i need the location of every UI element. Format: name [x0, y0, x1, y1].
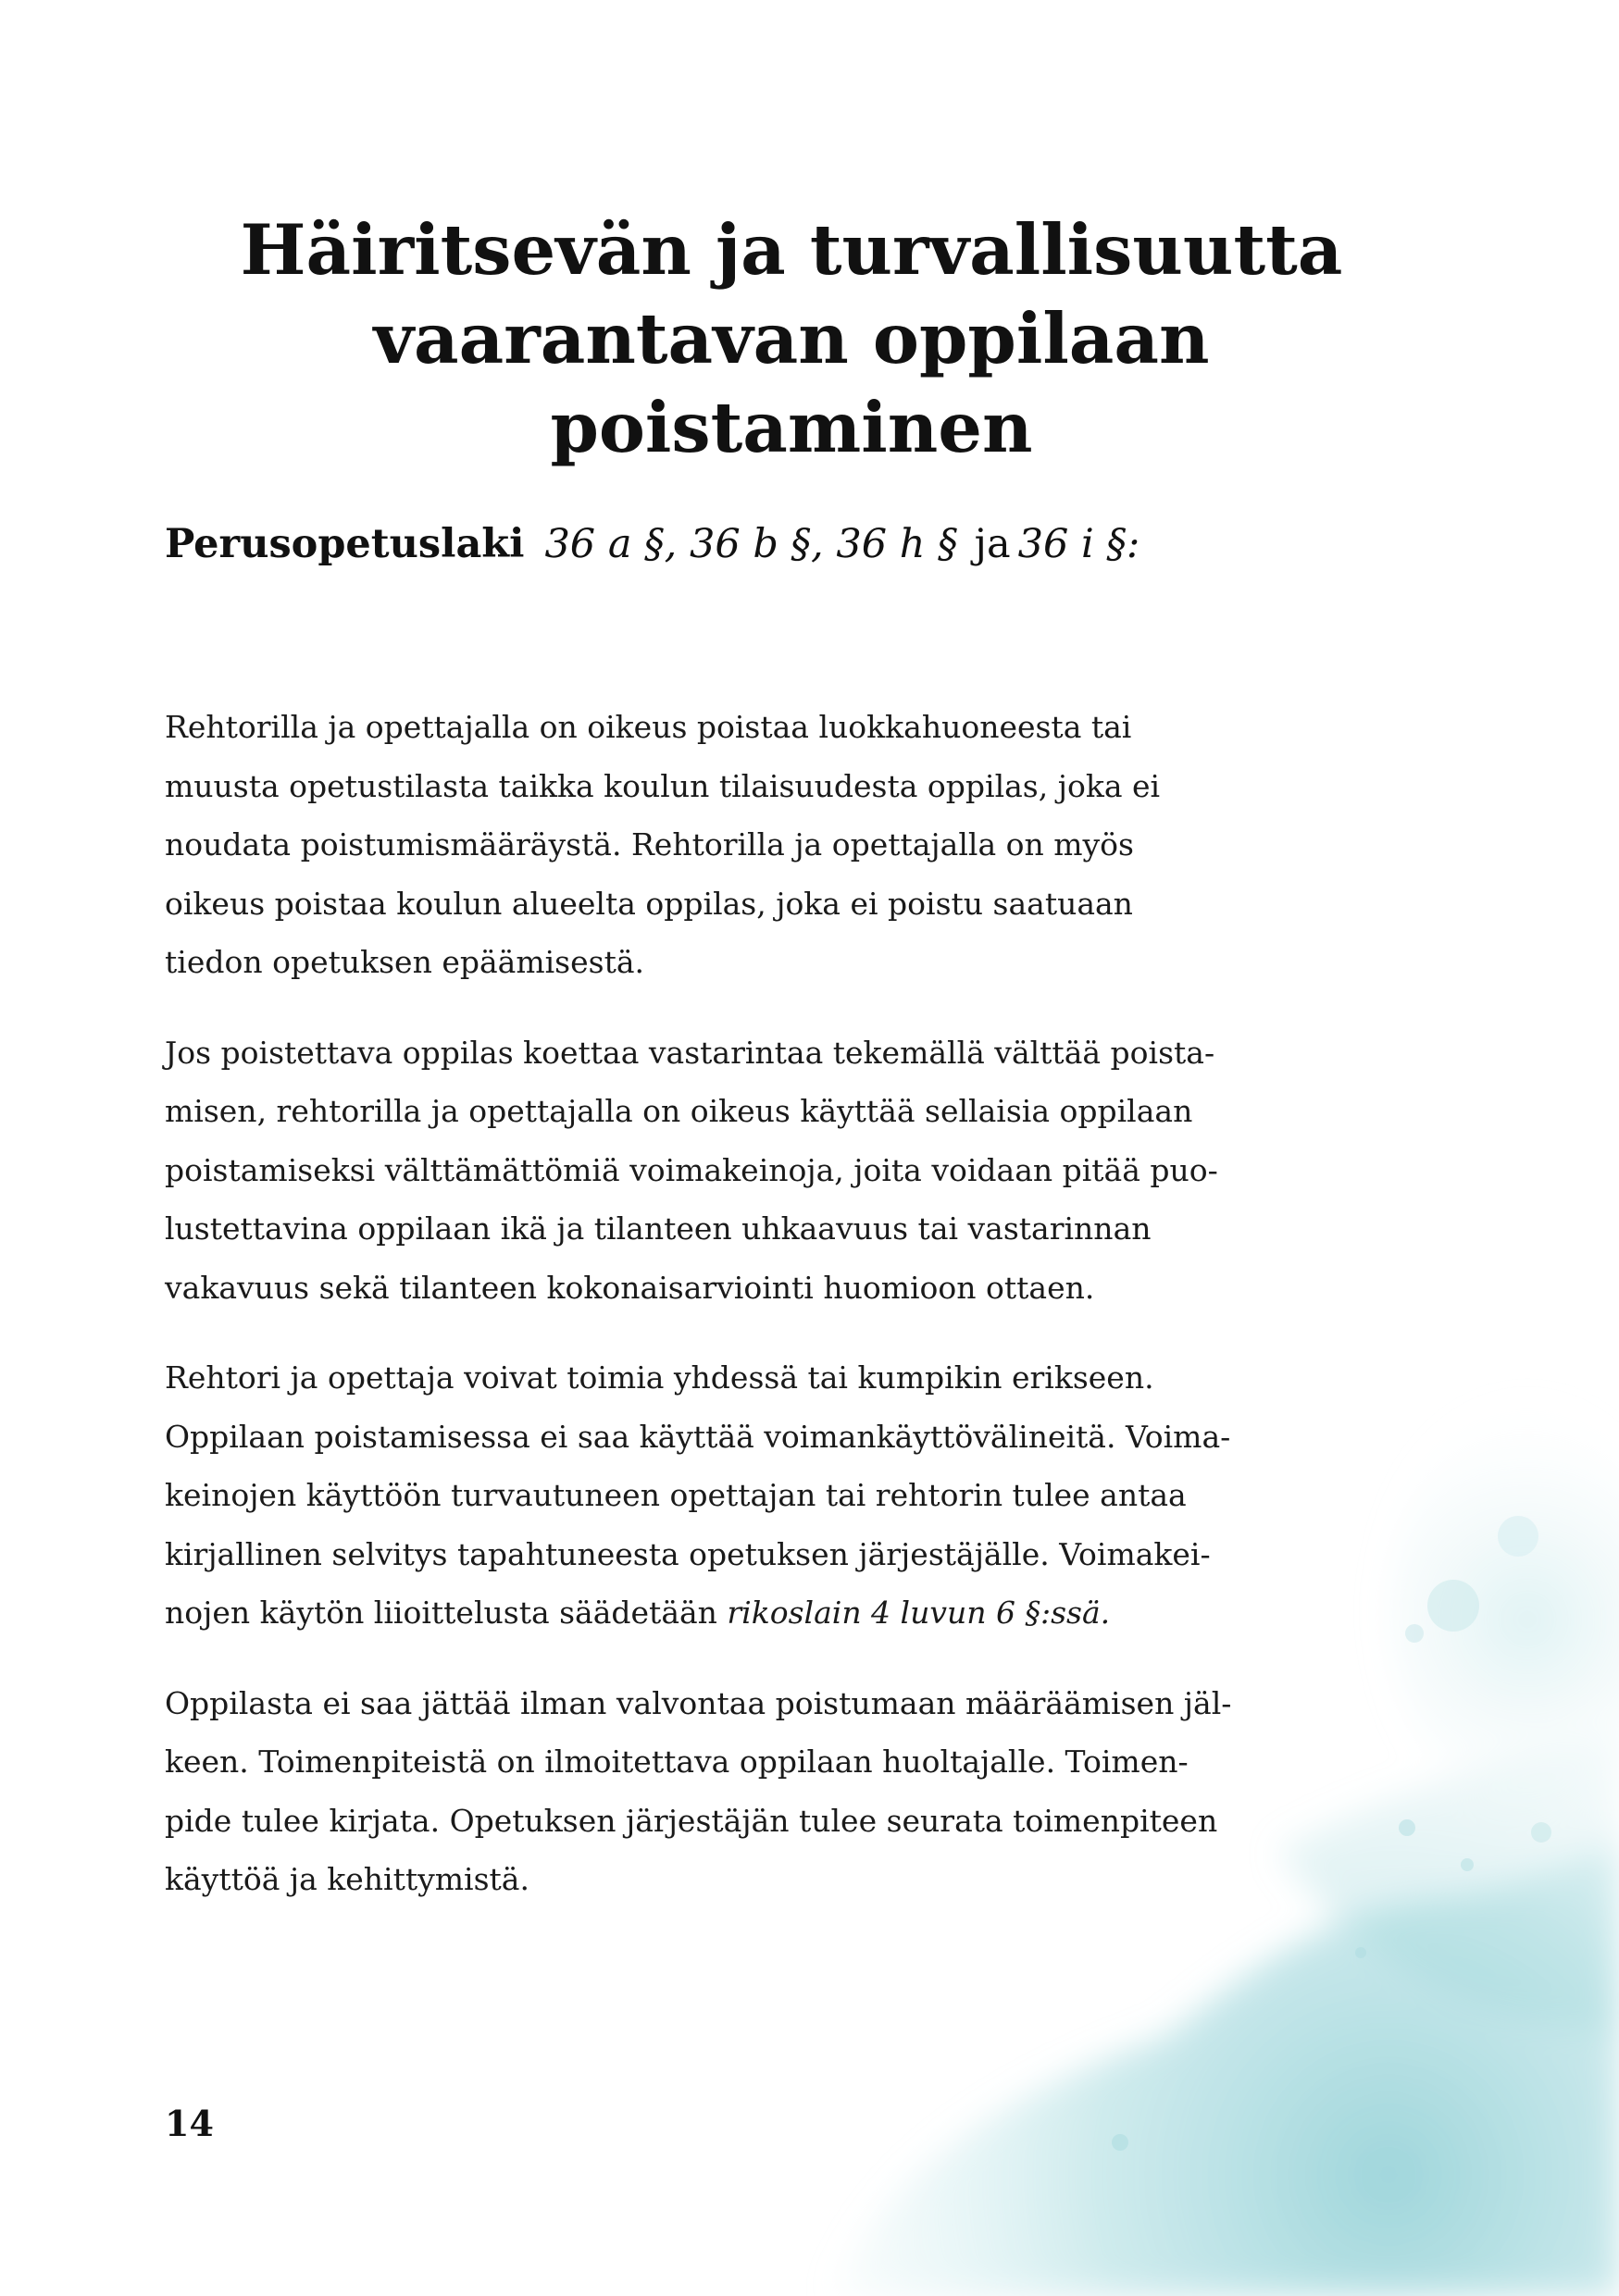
title-line-1: Häiritsevän ja turvallisuutta — [240, 209, 1343, 291]
page-number: 14 — [165, 2103, 214, 2144]
text-line: Rehtori ja opettaja voivat toimia yhdessä tai kumpikin erikseen. — [165, 1359, 1154, 1396]
law-sections: 36 a §, 36 b §, 36 h § — [544, 521, 958, 567]
law-conjunction: ja — [974, 521, 1011, 567]
text-line: Oppilasta ei saa jättää ilman valvontaa poistumaan määräämisen jäl- — [165, 1684, 1232, 1721]
text-line: muusta opetustilasta taikka koulun tilaisuudesta oppilas, joka ei — [165, 767, 1161, 804]
body-text — [165, 698, 1433, 1941]
paragraph-3 — [165, 1348, 1433, 1643]
text-fragment: nojen käytön liioittelusta säädetään — [165, 1595, 728, 1631]
law-last-section: 36 i §: — [1017, 521, 1140, 567]
paragraph-1 — [165, 698, 1433, 992]
text-line: kirjallinen selvitys tapahtuneesta opetuksen järjestäjälle. Voimakei- — [165, 1535, 1211, 1572]
law-citation: rikoslain 4 luvun 6 §:ssä. — [727, 1595, 1111, 1631]
text-line: keinojen käyttöön turvautuneen opettajan tai rehtorin tulee antaa — [165, 1477, 1187, 1513]
text-line: noudata poistumismääräystä. Rehtorilla ja opettajalla on myös — [165, 826, 1134, 863]
text-line: Jos poistettava oppilas koettaa vastarintaa tekemällä välttää poista- — [165, 1034, 1215, 1071]
title-line-2: vaarantavan oppilaan poistaminen — [373, 298, 1210, 468]
text-line: oikeus poistaa koulun alueelta oppilas, joka ei poistu saatuaan — [165, 885, 1133, 922]
text-line: käyttöä ja kehittymistä. — [165, 1861, 529, 1897]
paragraph-2 — [165, 1024, 1433, 1318]
text-line-with-citation — [165, 1583, 1433, 1643]
text-line: misen, rehtorilla ja opettajalla on oikeus käyttää sellaisia oppilaan — [165, 1093, 1193, 1129]
page-title — [139, 205, 1444, 472]
text-line: tiedon opetuksen epäämisestä. — [165, 944, 644, 980]
text-line: vakavuus sekä tilanteen kokonaisarviointi huomioon ottaen. — [165, 1269, 1095, 1306]
text-line: Rehtorilla ja opettajalla on oikeus poistaa luokkahuoneesta tai — [165, 709, 1132, 745]
text-line: lustettavina oppilaan ikä ja tilanteen uhkaavuus tai vastarinnan — [165, 1210, 1152, 1247]
text-line: keen. Toimenpiteistä on ilmoitettava oppilaan huoltajalle. Toimen- — [165, 1744, 1189, 1780]
law-reference — [165, 515, 1140, 574]
paragraph-4 — [165, 1674, 1433, 1909]
text-line: poistamiseksi välttämättömiä voimakeinoja, joita voidaan pitää puo- — [165, 1151, 1218, 1188]
law-name: Perusopetuslaki — [165, 521, 525, 567]
text-line: Oppilaan poistamisessa ei saa käyttää voimankäyttövälineitä. Voima- — [165, 1418, 1231, 1455]
text-line: pide tulee kirjata. Opetuksen järjestäjän tulee seurata toimenpiteen — [165, 1802, 1218, 1839]
